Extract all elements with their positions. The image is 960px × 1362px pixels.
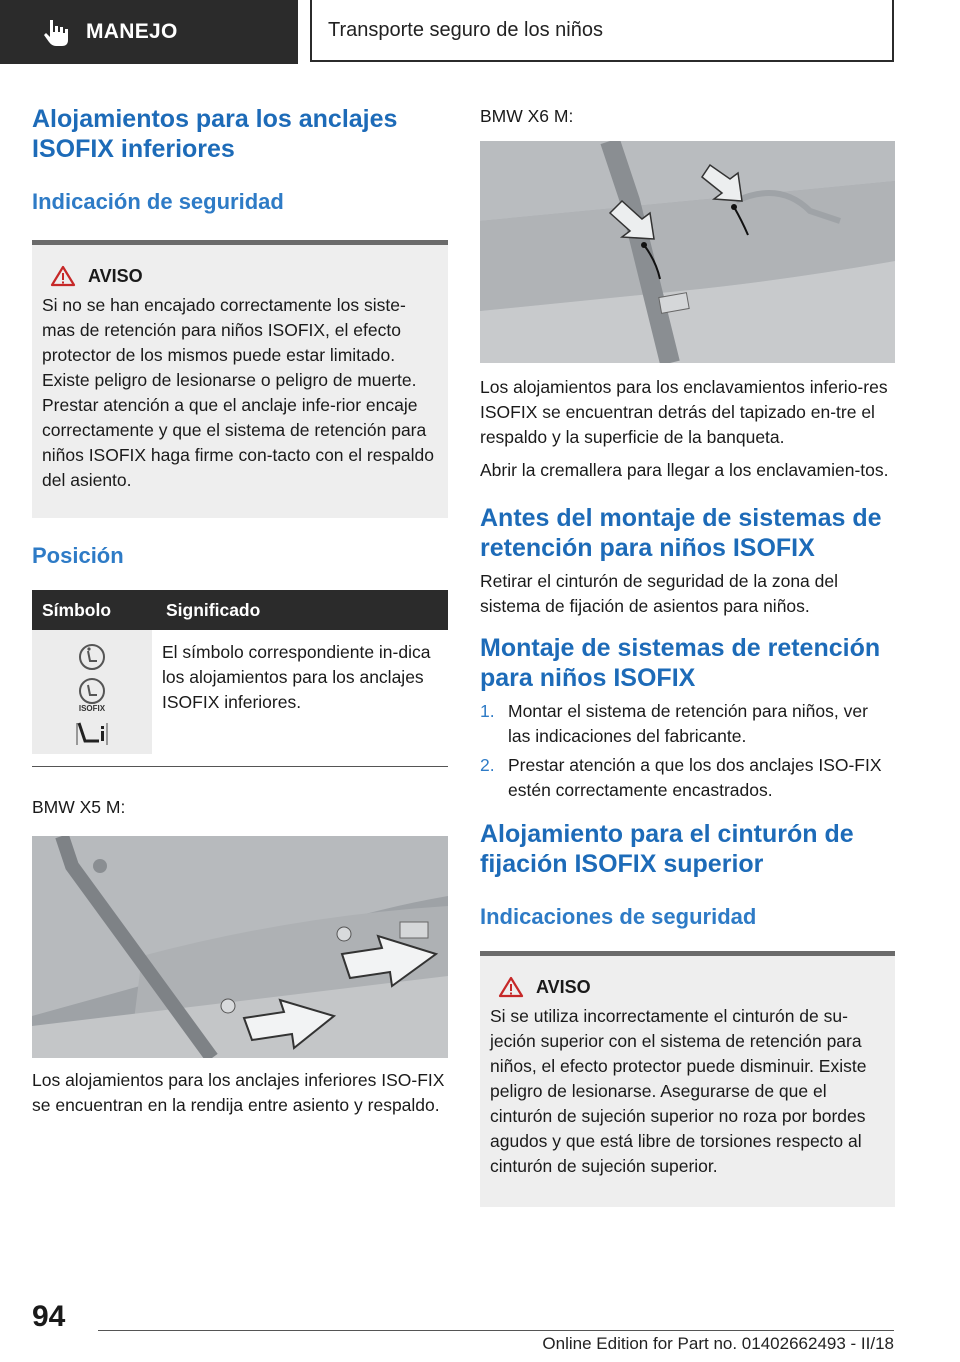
table-row <box>32 630 448 767</box>
heading-top-tether: Alojamiento para el cinturón de fijación ISOFIX superior <box>480 820 854 878</box>
warning-title: AVISO <box>536 976 591 997</box>
hand-icon <box>38 12 78 52</box>
warning-text: Si se utiliza incorrectamente el cinturón de su-jeción superior con el sistema de retención para niños, el efecto protector puede disminuir. Existe peligro de lesionarse. Asegurarse de que el cinturón de sujeción superior no roza por bordes agudos y que está libre de torsiones respecto al cinturón de sujeción superior. <box>490 1006 867 1176</box>
table-header-symbol: Símbolo <box>32 590 156 630</box>
page-number: 94 <box>32 1300 66 1333</box>
footer-edition: Online Edition for Part no. 01402662493 - II/18 <box>542 1334 894 1353</box>
before-mounting-text: Retirar el cinturón de seguridad de la zona del sistema de fijación de asientos para niños. <box>480 571 838 616</box>
symbol-table <box>32 590 448 767</box>
section-title: MANEJO <box>86 20 178 43</box>
chapter-title: Transporte seguro de los niños <box>328 18 603 41</box>
warning-box <box>480 951 895 1207</box>
x5-caption: Los alojamientos para los anclajes inferiores ISO-FIX se encuentran en la rendija entre asiento y respaldo. <box>32 1070 445 1115</box>
x5-label: BMW X5 M: <box>32 797 126 817</box>
zipper-text: Abrir la cremallera para llegar a los enclavamien-tos. <box>480 460 889 480</box>
heading-before-mounting: Antes del montaje de sistemas de retención para niños ISOFIX <box>480 504 882 562</box>
warning-triangle-icon <box>498 976 524 998</box>
section-tab[interactable] <box>0 0 298 64</box>
warning-title: AVISO <box>88 265 143 286</box>
isofix-seat-icon <box>77 676 107 706</box>
step-text: Prestar atención a que los dos anclajes ISO-FIX estén correctamente encastrados. <box>508 755 882 800</box>
right-column <box>480 104 895 1207</box>
step-number: 2. <box>480 755 495 775</box>
list-item <box>480 753 895 803</box>
left-column <box>32 104 448 1118</box>
warning-triangle-icon <box>50 265 76 287</box>
step-number: 1. <box>480 701 495 721</box>
heading-isofix-lower: Alojamientos para los anclajes ISOFIX inferiores <box>32 105 398 163</box>
isofix-symbols <box>32 630 152 754</box>
x6-caption: Los alojamientos para los enclavamientos inferio-res ISOFIX se encuentran detrás del tapizado en-tre el respaldo y la superficie de la banqueta. <box>480 377 888 447</box>
table-header-meaning: Significado <box>156 590 448 630</box>
warning-text: Si no se han encajado correctamente los siste-mas de retención para niños ISOFIX, el efecto protector de los mismos puede estar limitado. Existe peligro de lesionarse o peligro de muerte. Prestar atención a que el anclaje infe-rior encaje correctamente y que el sistema de retención para niños ISOFIX haga firme con-tacto con el respaldo del asiento. <box>42 295 435 490</box>
warning-box <box>32 240 448 518</box>
chapter-title-box <box>310 0 894 62</box>
heading-position: Posición <box>32 543 124 568</box>
child-seat-icon <box>77 642 107 672</box>
footer-divider <box>98 1330 894 1331</box>
heading-safety-notes: Indicaciones de seguridad <box>480 904 757 929</box>
list-item <box>480 699 895 749</box>
x6-label: BMW X6 M: <box>480 106 574 126</box>
heading-mounting: Montaje de sistemas de retención para niños ISOFIX <box>480 634 881 692</box>
table-meaning-text: El símbolo correspondiente in-dica los alojamientos para los anclajes ISOFIX inferiores. <box>162 642 431 712</box>
isofix-info-icon <box>75 719 109 749</box>
heading-safety-note: Indicación de seguridad <box>32 189 284 214</box>
x5-seat-photo <box>32 836 448 1058</box>
step-text: Montar el sistema de retención para niños, ver las indicaciones del fabricante. <box>508 701 868 746</box>
mounting-steps <box>480 699 895 803</box>
x6-seat-photo <box>480 141 895 363</box>
isofix-icon-label: ISOFIX <box>78 704 106 713</box>
